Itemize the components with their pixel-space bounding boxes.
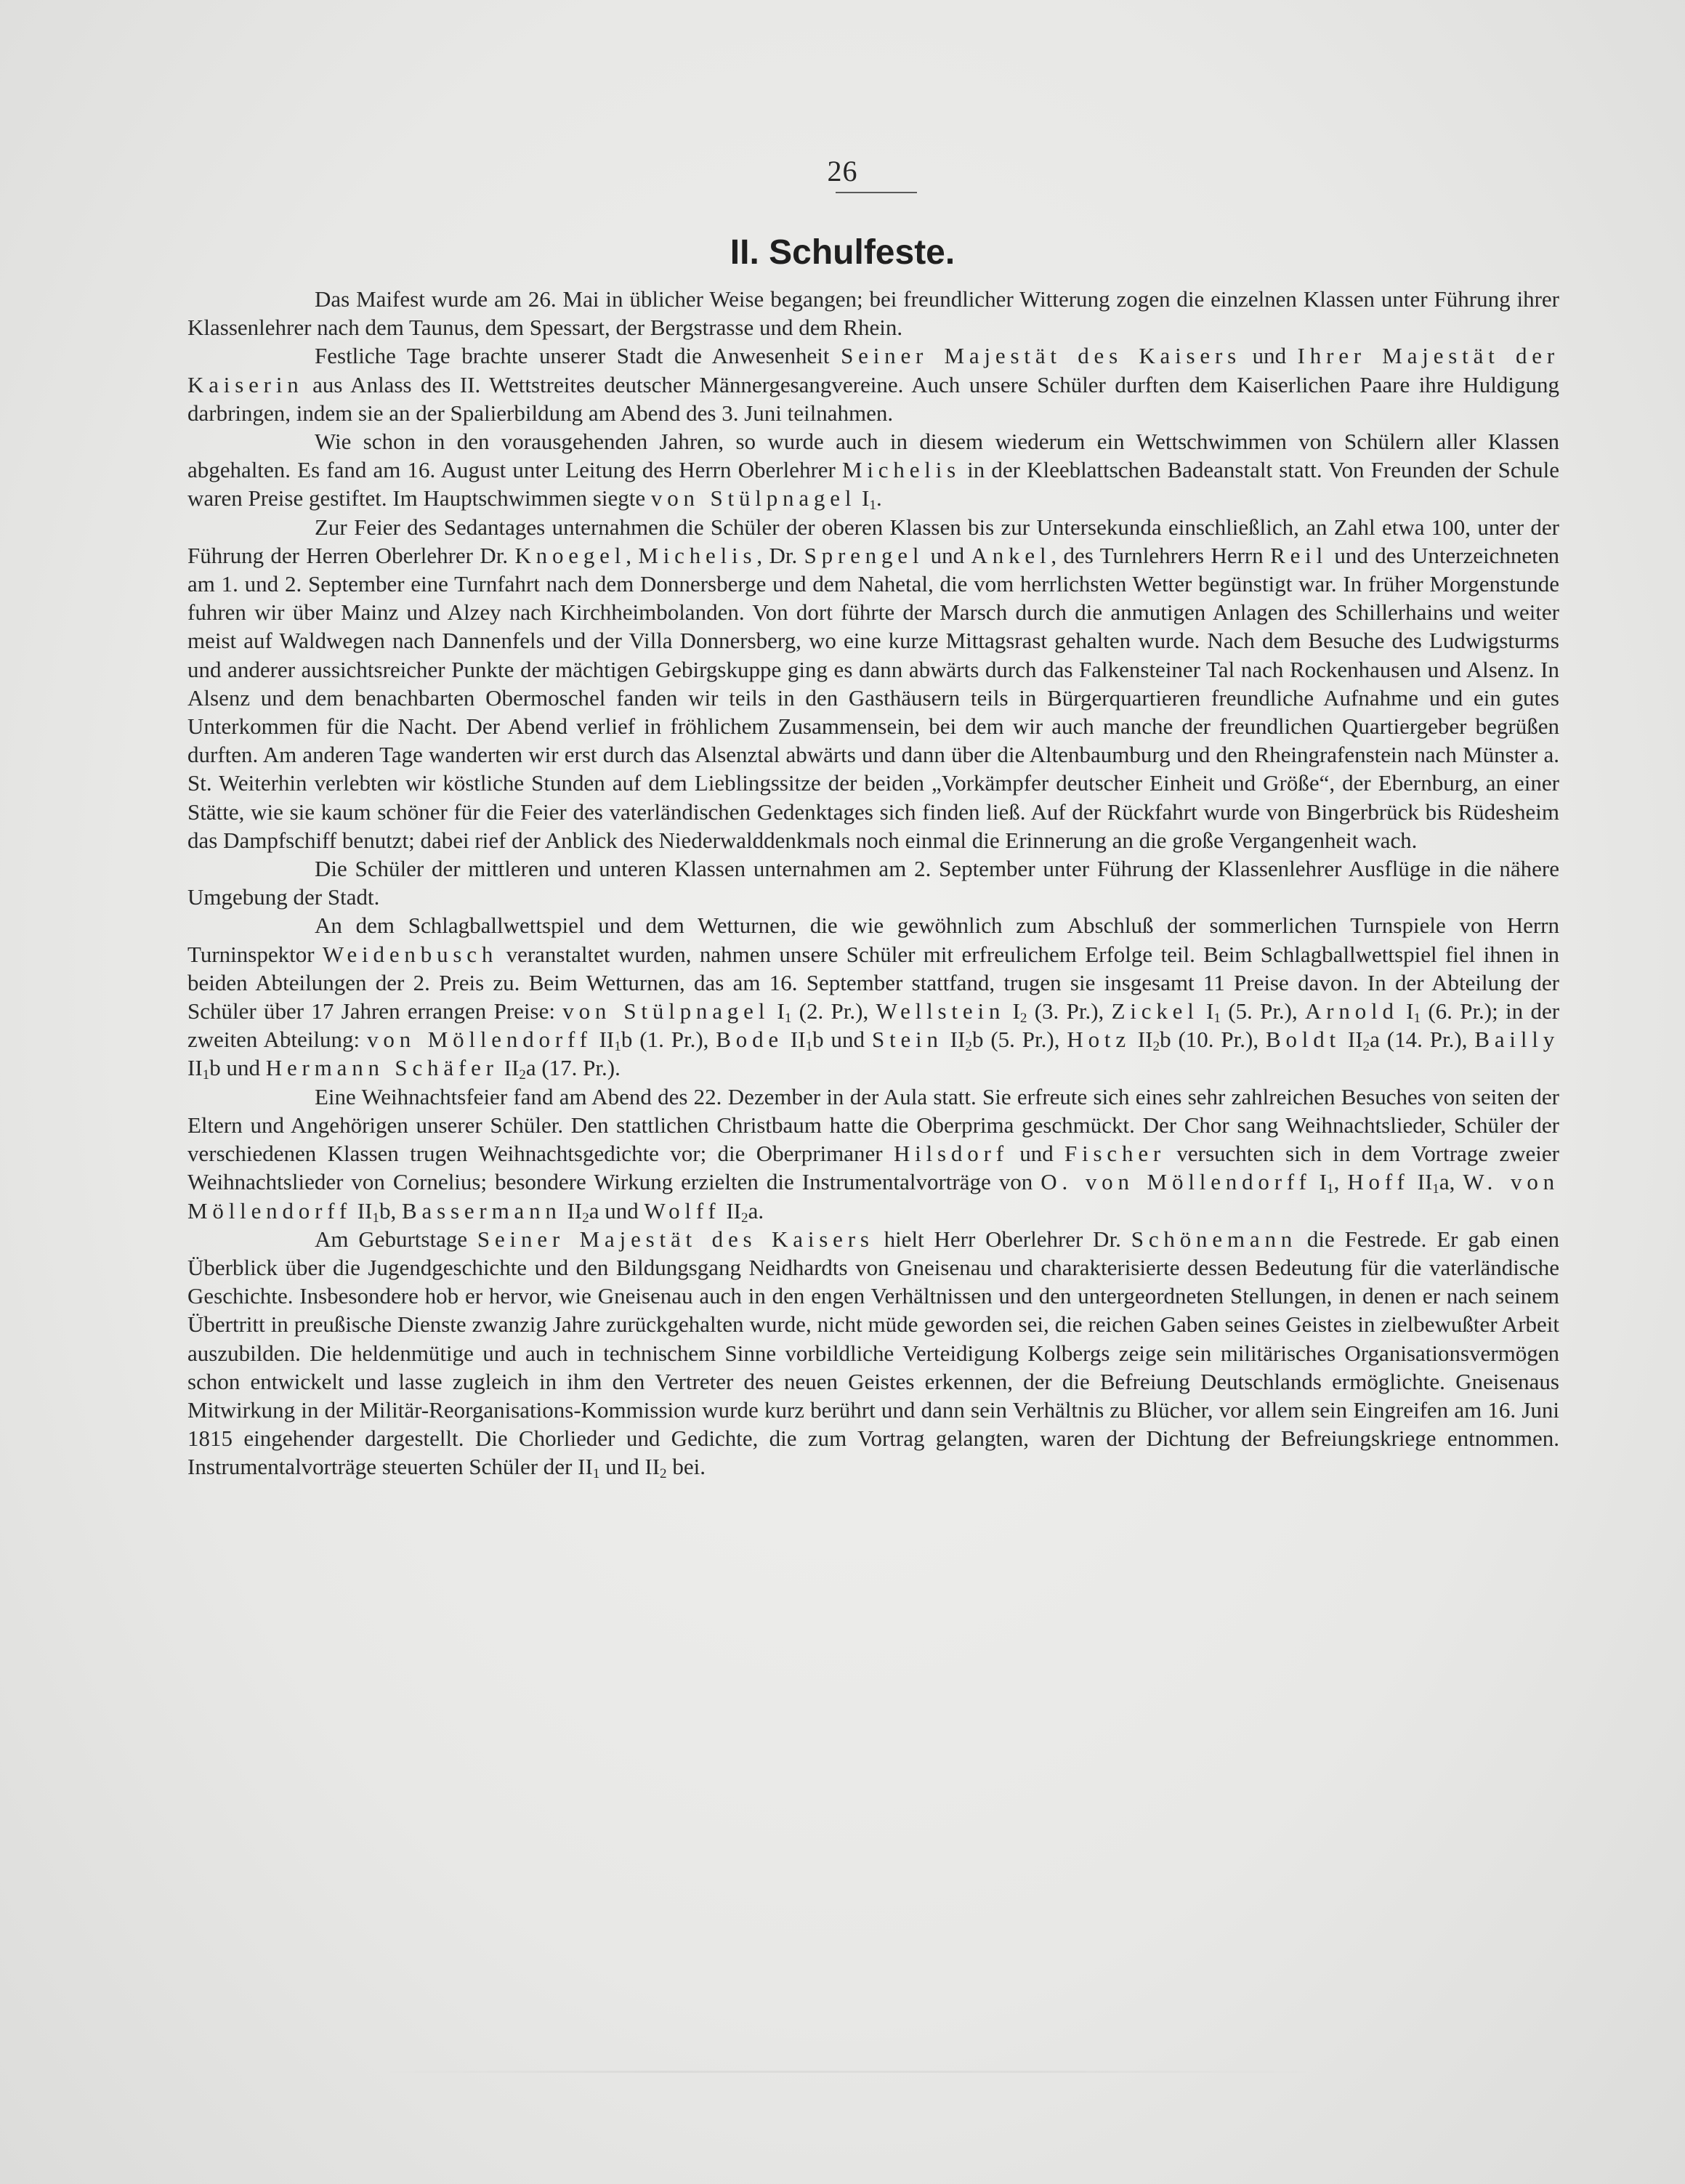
text-run: und des Unterzeichneten am 1. und 2. September eine Turnfahrt nach dem Donnersberge und dem Nahetal, die vom herrlichsten Wetter begünstigt war. In früher Morgenstunde fuhren wir über Mainz und Alzey nach Kirchheimbolanden. Von dort führte der Marsch durch die anmutigen Anlagen des Schillerhains und weiter meist auf Waldwegen nach Dannenfels und der Villa Donnersberg, wo eine kurze Mittagsrast gehalten wurde. Nach dem Besuche des Ludwigsturms und anderer aussichtsreicher Punkte der mächtigen Gebirgskuppe ging es dann abwärts durch das Falkensteiner Tal nach Rockenhausen und Alsenz. In Alsenz und dem benachbarten Obermoschel fanden wir teils in den Gasthäusern teils in Bürgerquartieren freundliche Aufnahme und ein gutes Unterkommen für die Nacht. Der Abend verlief in fröhlichem Zusammensein, bei dem wir auch manche der freundlichen Quartiergeber begrüßen durften. Am anderen Tage wanderten wir erst durch das Alsenztal abwärts und dann über die Altenbaumburg und den Rheingrafenstein nach Münster a. St. Weiterhin verlebten wir köstliche Stunden auf dem Lieblingssitze der beiden „Vorkämpfer deutscher Einheit und Größe“, der Ebernburg, an einer Stätte, wie sie kaum schöner für die Feier des vaterländischen Gedenktages sich finden ließ. Auf der Rückfahrt wurde von Bingerbrück bis Rüdesheim das Dampfschiff benutzt; dabei rief der Anblick des Niederwalddenkmals noch einmal die Erinnerung an die große Vergangenheit wach. — [187, 542, 1560, 853]
paragraph-sedantag-turnfahrt — [187, 513, 1559, 854]
spaced-name: Zickel — [1111, 998, 1199, 1024]
text-run: b und — [812, 1027, 872, 1053]
spaced-name: Hoff — [1347, 1169, 1410, 1195]
text-run: und II — [599, 1454, 660, 1480]
section-title: II. Schulfeste. — [730, 233, 955, 272]
text-run: und — [1008, 1141, 1065, 1167]
subscript: 1 — [372, 1210, 379, 1226]
scan-trace — [378, 2071, 1322, 2073]
spaced-name: Wellstein — [876, 998, 1006, 1024]
text-run: bei. — [666, 1454, 706, 1480]
subscript: 1 — [869, 498, 876, 514]
text-run: I — [1005, 998, 1020, 1024]
text-run: die Festrede. Er gab einen Überblick über die Jugendgeschichte und den Bildungsgang Neidhardts von Gneisenau und charakterisierte dessen Bedeutung für die vaterländische Geschichte. Insbesondere hob er hervor, wie Gneisenau auch in den engen Verhältnissen und den untergeordneten Stellungen, in denen er nach seinem Übertritt in preußische Dienste zwanzig Jahre zurückgehalten wurde, nicht müde geworden sei, die reichen Gaben seines Geistes in zielbewußter Arbeit auszubilden. Die heldenmütige und auch in technischem Sinne vorbildliche Verteidigung Kolbergs zeige sein militärisches Organisationsvermögen schon entwickelt und lasse zugleich in ihm den Vertreter des neuen Geistes erkennen, der die Befreiung Deutschlands ermöglichte. Gneisenaus Mitwirkung in der Militär-Reorganisations-Kommission wurde kurz berührt und dann sein Verhältnis zu Blücher, vor allem sein Eingreifen am 16. Juni 1815 eingehender dargestellt. Die Chorlieder und Gedichte, die zum Vortrag gelangten, waren der Dichtung der Befreiungskriege entnommen. Instrumentalvorträge steuerten Schüler der II — [187, 1226, 1560, 1480]
subscript: 1 — [784, 1010, 792, 1026]
spaced-name: Ihrer Majestät der Kaiserin — [187, 343, 1560, 397]
text-run: (6. Pr.); in der zweiten Abteilung: — [187, 998, 1560, 1053]
text-run: b, — [379, 1197, 402, 1224]
text-run: . — [876, 485, 882, 511]
spaced-name: Stein — [871, 1027, 943, 1053]
text-run: und — [924, 542, 971, 568]
text-run: I — [1398, 998, 1414, 1024]
text-run: II — [498, 1055, 520, 1081]
text-run: II — [591, 1027, 615, 1053]
paragraph-ausfluege — [187, 854, 1559, 911]
spaced-name: Wolff — [644, 1197, 721, 1224]
text-run: a (14. Pr.), — [1370, 1027, 1475, 1053]
subscript: 1 — [1326, 1181, 1334, 1197]
subscript: 2 — [1019, 1010, 1027, 1026]
text-run: II — [187, 1055, 203, 1081]
text-run: II — [1341, 1027, 1363, 1053]
spaced-name: Bode — [716, 1027, 784, 1053]
text-run: hielt Herr Oberlehrer Dr. — [873, 1226, 1131, 1252]
text-run: An dem Schlagballwettspiel und dem Wetturnen, die wie gewöhnlich zum Abschluß der sommerlichen Turnspiele von Herrn Turninspektor — [187, 913, 1559, 967]
subscript: 2 — [965, 1039, 972, 1055]
text-run: Das Maifest wurde am 26. Mai in üblicher Weise begangen; bei freundlicher Witterung zogen die einzelnen Klassen unter Führung ihrer Klassenlehrer nach dem Taunus, dem Spessart, der Bergstrasse und dem Rhein. — [187, 286, 1559, 341]
text-run: b (5. Pr.), — [971, 1027, 1067, 1053]
spaced-name: Ankel — [971, 542, 1051, 568]
text-run: Eine Weihnachtsfeier fand am Abend des 22. Dezember in der Aula statt. Sie erfreute sich eines sehr zahlreichen Besuches von seiten der Eltern und Angehörigen unserer Schüler. Den stattlichen Christbaum hatte die Oberprima geschmückt. Der Chor sang Weihnachtslieder, Schüler der verschiedenen Klassen trugen Weihnachtsgedichte vor; die Oberprimaner — [187, 1083, 1559, 1167]
page-number: 26 — [827, 155, 858, 187]
spaced-name: Fischer — [1064, 1141, 1166, 1167]
subscript: 1 — [1413, 1010, 1421, 1026]
text-run: und — [1241, 343, 1298, 369]
spaced-name: Boldt — [1265, 1027, 1341, 1053]
subscript: 1 — [1213, 1010, 1221, 1026]
text-run: a (17. Pr.). — [525, 1055, 621, 1081]
text-run: , — [626, 542, 639, 568]
spaced-name: Seiner Majestät des Kaisers — [841, 343, 1242, 369]
body-text — [187, 285, 1559, 1481]
text-run: II — [942, 1027, 966, 1053]
text-run: I — [1311, 1169, 1327, 1195]
text-run: I — [1198, 998, 1214, 1024]
text-run: a, — [1439, 1169, 1463, 1195]
text-run: (5. Pr.), — [1220, 998, 1306, 1024]
paragraph-wetturnen — [187, 911, 1559, 1082]
spaced-name: W. von Möllendorff — [187, 1169, 1559, 1224]
text-run: II — [1130, 1027, 1153, 1053]
spaced-name: Seiner Majestät des Kaisers — [477, 1226, 874, 1252]
subscript: 1 — [614, 1039, 621, 1055]
spaced-name: Reil — [1270, 542, 1328, 568]
text-run: II — [783, 1027, 806, 1053]
spaced-name: Bassermann — [402, 1197, 562, 1224]
text-run: veranstaltet wurden, nahmen unsere Schüler mit erfreulichem Erfolge teil. Beim Schlagballwettspiel fiel ihnen in beiden Abteilungen der 2. Preis zu. Beim Wetturnen, das am 16. September stattfand, trugen sie insgesamt 11 Preise davon. In der Abteilung der Schüler über 17 Jahren errangen Preise: — [187, 941, 1559, 1024]
text-run: a und — [589, 1197, 644, 1224]
subscript: 2 — [740, 1210, 748, 1226]
text-run: Die Schüler der mittleren und unteren Klassen unternahmen am 2. September unter Führung der Klassenlehrer Ausflüge in die nähere Umgebung der Stadt. — [187, 856, 1559, 910]
spaced-name: von Stülpnagel — [562, 998, 770, 1024]
text-run: II — [1409, 1169, 1433, 1195]
subscript: 2 — [519, 1067, 526, 1083]
subscript: 1 — [1432, 1181, 1439, 1197]
spaced-name: O. von Möllendorff — [1041, 1169, 1312, 1195]
spaced-name: Michelis — [638, 542, 757, 568]
spaced-name: Weidenbusch — [322, 941, 498, 967]
text-run: Festliche Tage brachte unserer Stadt die Anwesenheit — [315, 343, 841, 369]
text-run: II — [561, 1197, 583, 1224]
text-run: Am Geburtstage — [315, 1226, 477, 1252]
text-run: (3. Pr.), — [1027, 998, 1112, 1024]
text-run: b (10. Pr.), — [1160, 1027, 1266, 1053]
paragraph-wettschwimmen — [187, 427, 1559, 513]
spaced-name: Bailly — [1474, 1027, 1560, 1053]
paragraph-kaisersgeburtstag — [187, 1225, 1559, 1481]
text-run: Wie schon in den vorausgehenden Jahren, so wurde auch in diesem wiederum ein Wettschwimmen von Schülern aller Klassen abgehalten. Es fand am 16. August unter Leitung des Herrn Oberlehrer — [187, 429, 1559, 483]
subscript: 1 — [592, 1466, 600, 1482]
spaced-name: von Stülpnagel — [650, 485, 857, 511]
text-run: Zur Feier des Sedantages unternahmen die Schüler der oberen Klassen bis zur Untersekunda einschließlich, an Zahl etwa 100, unter der Führung der Herren Oberlehrer Dr. — [187, 514, 1559, 568]
spaced-name: Hilsdorf — [893, 1141, 1009, 1167]
page-number-rule — [836, 192, 917, 193]
spaced-name: Hermann Schäfer — [265, 1055, 498, 1081]
text-run: aus Anlass des II. Wettstreites deutscher Männergesangvereine. Auch unsere Schüler durften dem Kaiserlichen Paare ihre Huldigung darbringen, indem sie an der Spalierbildung am Abend des 3. Juni teilnahmen. — [187, 371, 1559, 426]
text-run: b und — [209, 1055, 266, 1081]
subscript: 1 — [805, 1039, 813, 1055]
paragraph-festliche-tage — [187, 341, 1559, 427]
text-run: , des Turnlehrers Herrn — [1051, 542, 1271, 568]
spaced-name: Knoegel — [514, 542, 626, 568]
text-run: b (1. Pr.), — [621, 1027, 716, 1053]
paragraph-weihnachtsfeier — [187, 1083, 1559, 1225]
subscript: 1 — [202, 1067, 210, 1083]
spaced-name: Arnold — [1305, 998, 1399, 1024]
spaced-name: Hotz — [1067, 1027, 1131, 1053]
subscript: 2 — [1362, 1039, 1370, 1055]
text-run: II — [351, 1197, 373, 1224]
text-run: (2. Pr.), — [791, 998, 876, 1024]
spaced-name: Sprengel — [804, 542, 924, 568]
text-run: I — [769, 998, 785, 1024]
text-run: II — [720, 1197, 741, 1224]
spaced-name: Schönemann — [1131, 1226, 1298, 1252]
text-run: I — [856, 485, 870, 511]
subscript: 2 — [1152, 1039, 1160, 1055]
spaced-name: Michelis — [841, 457, 961, 483]
text-run: in der Kleeblattschen Badeanstalt statt. Von Freunden der Schule waren Preise gestiftet. Im Hauptschwimmen siegte — [187, 457, 1559, 511]
text-run: , — [1333, 1169, 1348, 1195]
text-run: a. — [748, 1197, 764, 1224]
spaced-name: von Möllendorff — [367, 1027, 592, 1053]
text-run: , Dr. — [756, 542, 804, 568]
text-run: versuchten sich in dem Vortrage zweier Weihnachtslieder von Cornelius; besondere Wirkung erzielten die Instrumentalvorträge von — [187, 1141, 1559, 1195]
subscript: 2 — [660, 1466, 667, 1482]
subscript: 2 — [582, 1210, 589, 1226]
paragraph-maifest — [187, 285, 1559, 341]
